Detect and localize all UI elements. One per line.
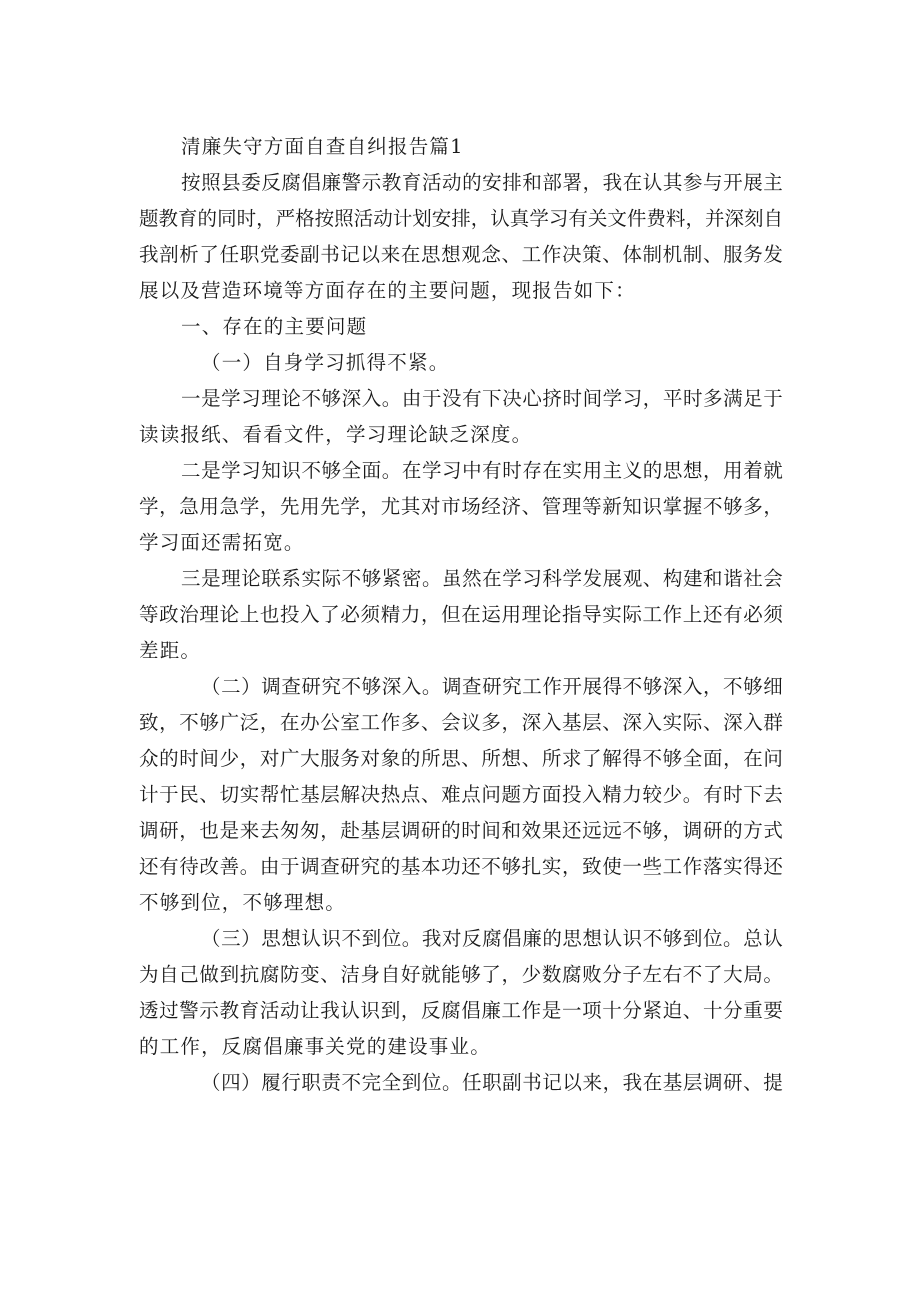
paragraph-line: 为 自 己 做 到 抗 腐 防 变 、 洁 身 自 好 就 能 够 了 ， 少 数 腐 败 分 子 左 右 不 了 大 局 。 (139, 963, 783, 986)
paragraph-line: （ 三 ） 思 想 认 识 不 到 位 。 我 对 反 腐 倡 廉 的 思 想 认 识 不 够 到 位 。 总 认 (201, 927, 783, 950)
paragraph-line: 计 于 民 、 切 实 帮 忙 基 层 解 决 热 点 、 难 点 问 题 方 面 投 入 精 力 较 少 。 有 时 下 去 (139, 783, 783, 806)
paragraph-line: 的工作，反腐倡廉事关党的建设事业。 (139, 1035, 491, 1058)
paragraph-line: 读读报纸、看看文件，学习理论缺乏深度。 (139, 423, 533, 446)
point-paragraph (139, 384, 783, 450)
paragraph-line: （ 二 ） 调 查 研 究 不 够 深 入 。 调 查 研 究 工 作 开 展 得 不 够 深 入 ， 不 够 细 (201, 675, 783, 698)
paragraph-line: 还 有 待 改 善 。 由 于 调 查 研 究 的 基 本 功 还 不 够 扎 实 ， 致 使 一 些 工 作 落 实 得 还 (139, 855, 783, 878)
paragraph-line: 学习面还需拓宽。 (139, 531, 305, 554)
point-paragraph (139, 456, 783, 558)
subsection-paragraph (139, 1068, 783, 1098)
paragraph-line: （ 四 ） 履 行 职 责 不 完 全 到 位 。 任 职 副 书 记 以 来 ， 我 在 基 层 调 研 、 提 (201, 1071, 783, 1094)
paragraph-line: 等 政 治 理 论 上 也 投 入 了 必 须 精 力 ， 但 在 运 用 理 论 指 导 实 际 工 作 上 还 有 必 须 (139, 603, 783, 626)
paragraph-line: 三 是 理 论 联 系 实 际 不 够 紧 密 。 虽 然 在 学 习 科 学 发 展 观 、 构 建 和 谐 社 会 (181, 567, 783, 590)
document-body (139, 132, 783, 1104)
paragraph-line: 题 教 育 的 同 时 ， 严 格 按 照 活 动 计 划 安 排 ， 认 真 学 习 有 关 文 件 费 料 ， 并 深 刻 自 (139, 207, 784, 230)
paragraph-line: 学 ， 急 用 急 学 ， 先 用 先 学 ， 尤 其 对 市 场 经 济 、 管 理 等 新 知 识 掌 握 不 够 多 ， (139, 495, 783, 518)
paragraph-line: 二 是 学 习 知 识 不 够 全 面 。 在 学 习 中 有 时 存 在 实 用 主 义 的 思 想 ， 用 着 就 (181, 459, 783, 482)
section-heading: 一、存在的主要问题 (181, 315, 368, 338)
paragraph-line: 展以及营造环境等方面存在的主要问题，现报告如下： (139, 279, 636, 302)
paragraph-line: 按 照 县 委 反 腐 倡 廉 警 示 教 育 活 动 的 安 排 和 部 署 ， 我 在 认 其 参 与 开 展 主 (181, 171, 783, 194)
intro-paragraph (139, 168, 783, 306)
document-title: 清廉失守方面自查自纠报告篇1 (181, 135, 464, 158)
subsection-heading: （一）自身学习抓得不紧。 (201, 351, 450, 374)
paragraph-line: 我 剖 析 了 任 职 党 委 副 书 记 以 来 在 思 想 观 念 、 工 作 决 策 、 体 制 机 制 、 服 务 发 (139, 243, 783, 266)
paragraph-line: 不够到位，不够理想。 (139, 891, 347, 914)
paragraph-line: 调 研 ， 也 是 来 去 匆 匆 ， 赴 基 层 调 研 的 时 间 和 效 果 还 远 远 不 够 ， 调 研 的 方 式 (139, 819, 783, 842)
paragraph-line: 众 的 时 间 少 ， 对 广 大 服 务 对 象 的 所 思 、 所 想 、 所 求 了 解 得 不 够 全 面 ， 在 问 (139, 747, 783, 770)
paragraph-line: 透 过 警 示 教 育 活 动 让 我 认 识 到 ， 反 腐 倡 廉 工 作 是 一 项 十 分 紧 迫 、 十 分 重 要 (139, 999, 783, 1022)
point-paragraph (139, 564, 783, 666)
paragraph-line: 致 ， 不 够 广 泛 ， 在 办 公 室 工 作 多 、 会 议 多 ， 深 入 基 层 、 深 入 实 际 、 深 入 群 (139, 711, 783, 734)
paragraph-line: 一 是 学 习 理 论 不 够 深 入 。 由 于 没 有 下 决 心 挤 时 间 学 习 ， 平 时 多 满 足 于 (181, 387, 783, 410)
subsection-paragraph (139, 672, 783, 918)
paragraph-line: 差距。 (139, 639, 202, 662)
subsection-paragraph (139, 924, 783, 1062)
